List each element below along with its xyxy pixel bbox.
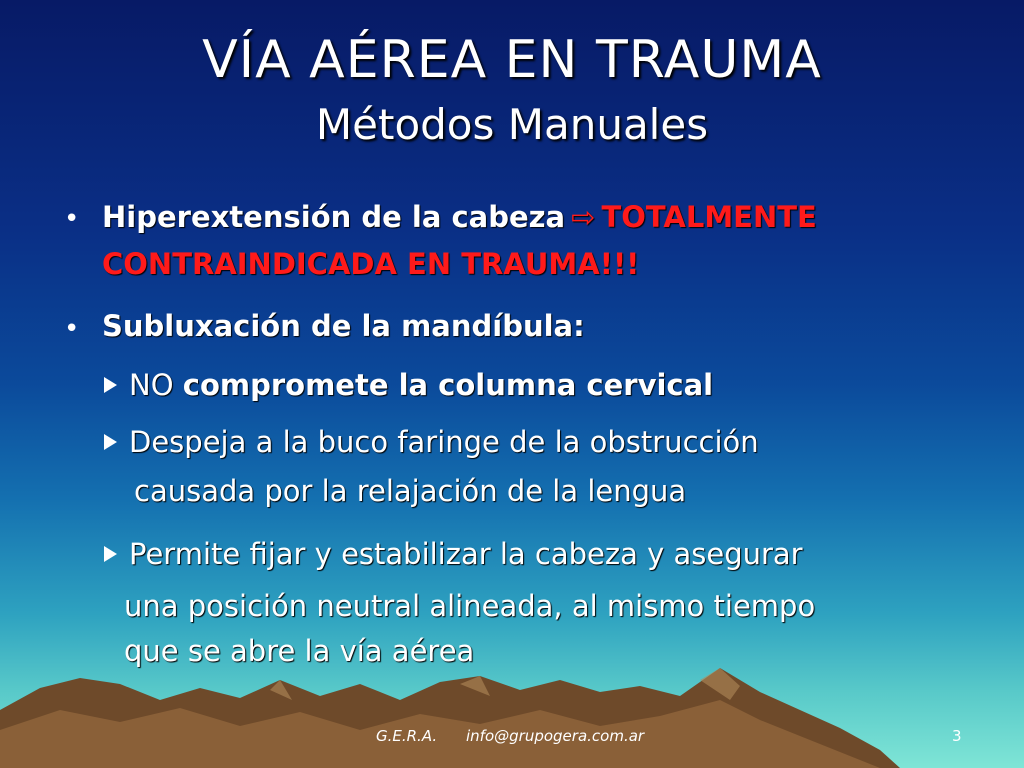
triangle-bullet-icon — [104, 377, 117, 393]
bullet-1 — [102, 200, 817, 234]
warning-text-line2: CONTRAINDICADA EN TRAUMA!!! — [102, 247, 640, 281]
sub-bullet-1-prefix: NO — [129, 368, 174, 402]
sub-bullet-2-line2: causada por la relajación de la lengua — [134, 474, 687, 508]
sub-bullet-3 — [104, 537, 803, 571]
footer-org: G.E.R.A. — [376, 727, 438, 745]
sub-bullet-3-line2: una posición neutral alineada, al mismo tiempo — [124, 589, 816, 623]
sub-bullet-3-line3: que se abre la vía aérea — [124, 634, 475, 668]
slide-subtitle: Métodos Manuales — [315, 100, 709, 149]
footer-email: info@grupogera.com.ar — [466, 727, 645, 745]
sub-bullet-3-line1: Permite fijar y estabilizar la cabeza y asegurar — [129, 537, 803, 571]
page-number: 3 — [952, 727, 962, 745]
bullet-2-text: Subluxación de la mandíbula: — [102, 309, 585, 343]
slide-title: VÍA AÉREA EN TRAUMA — [202, 30, 822, 90]
triangle-bullet-icon — [104, 434, 117, 450]
bullet-dot: • — [64, 314, 80, 344]
sub-bullet-1 — [104, 368, 713, 402]
sub-bullet-1-text: compromete la columna cervical — [182, 368, 714, 402]
right-arrow-icon: ⇨ — [571, 200, 596, 234]
triangle-bullet-icon — [104, 546, 117, 562]
bullet-1-text: Hiperextensión de la cabeza — [102, 200, 566, 234]
sub-bullet-2 — [104, 425, 759, 459]
sub-bullet-2-line1: Despeja a la buco faringe de la obstrucción — [129, 425, 759, 459]
bullet-dot: • — [64, 204, 80, 234]
warning-text-line1: TOTALMENTE — [601, 200, 817, 234]
